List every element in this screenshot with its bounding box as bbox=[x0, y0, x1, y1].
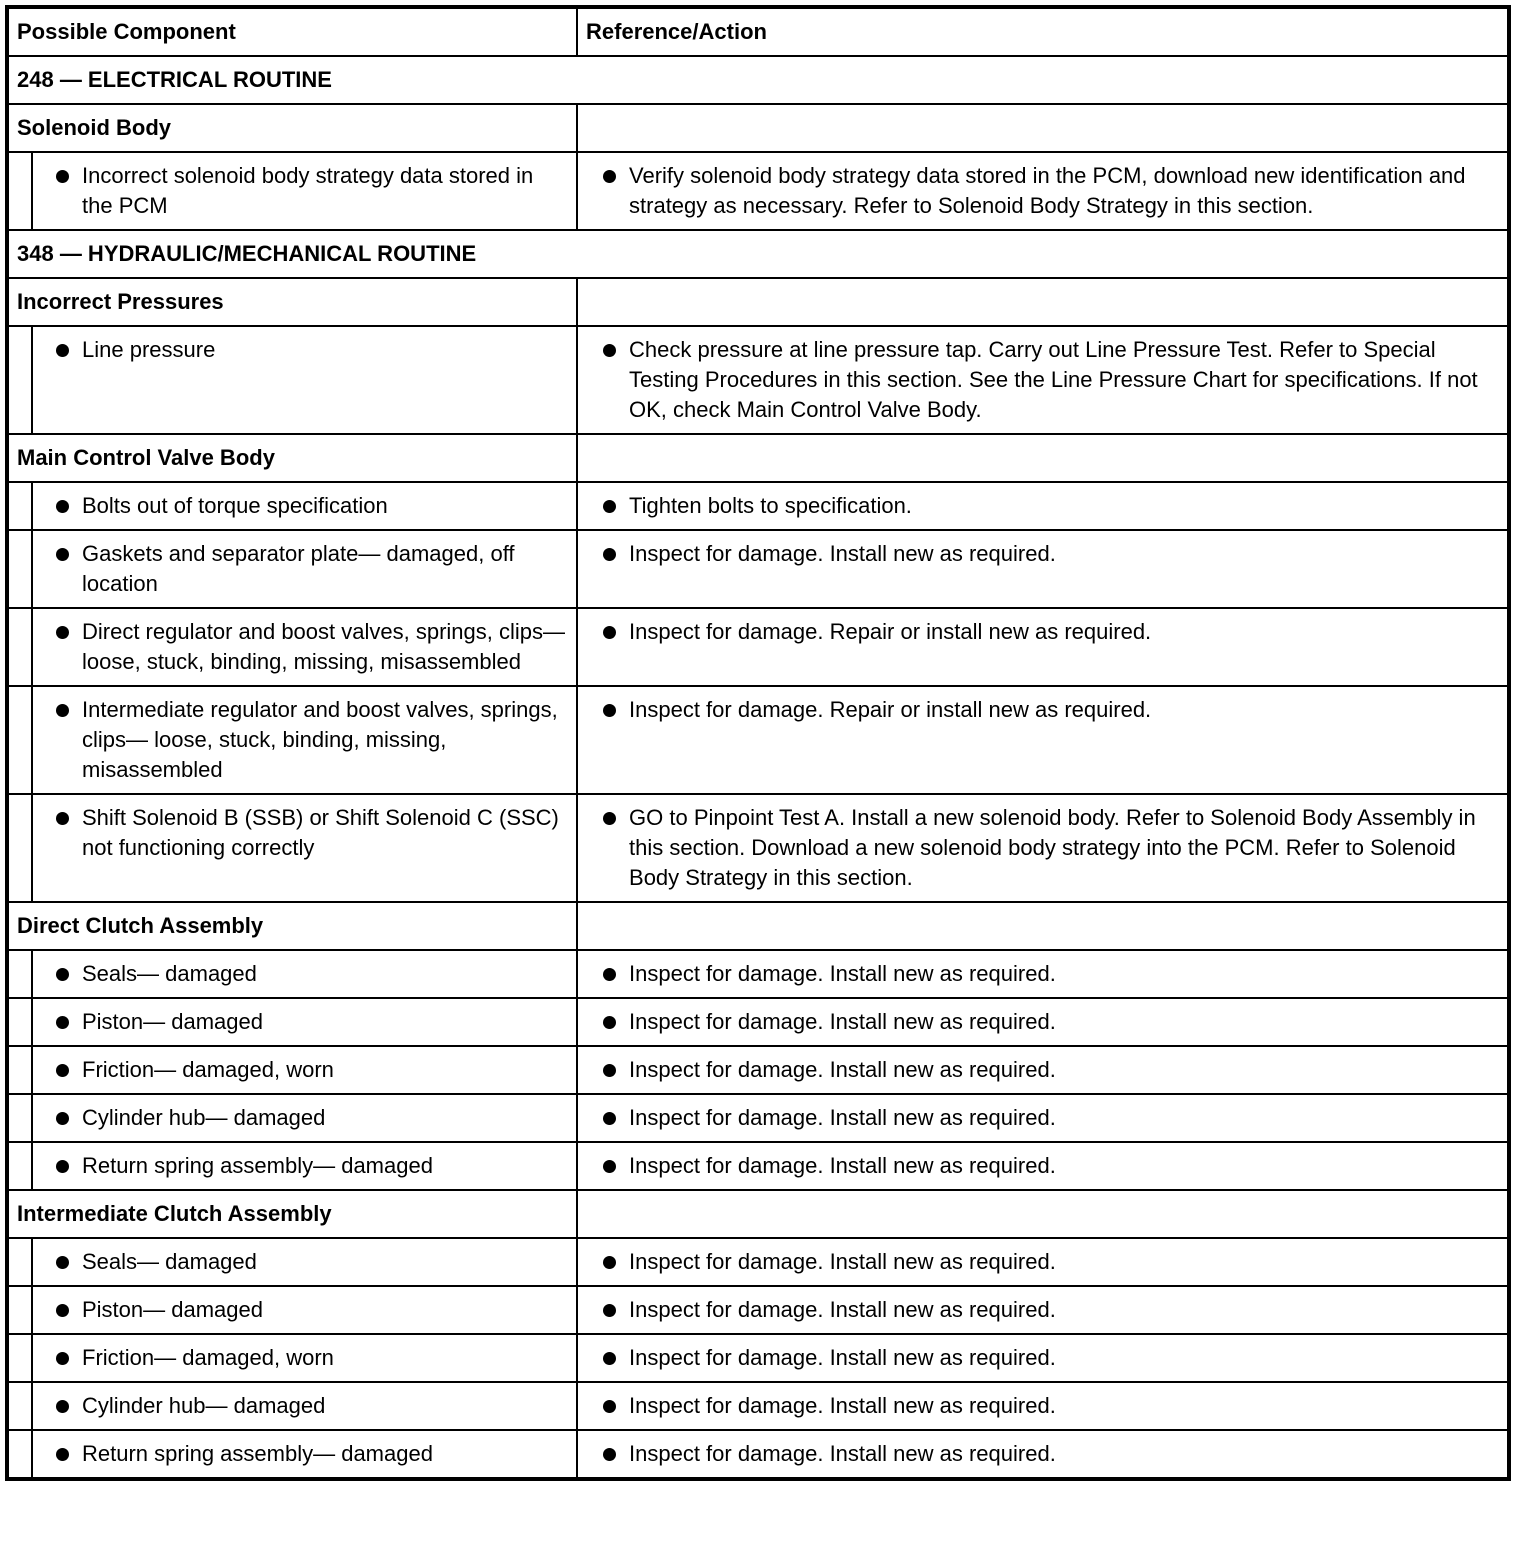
item-row bbox=[7, 1286, 1509, 1334]
bullet-item bbox=[586, 1055, 1499, 1085]
possible-component-text: Cylinder hub— damaged bbox=[82, 1393, 326, 1418]
possible-component-cell bbox=[32, 530, 577, 608]
reference-action-cell bbox=[577, 1430, 1509, 1479]
reference-action-text: GO to Pinpoint Test A. Install a new solenoid body. Refer to Solenoid Body Assembly in this section. Download a new solenoid body strategy into the PCM. Refer to Solenoid Body Strategy in this section. bbox=[629, 805, 1476, 890]
bullet-icon bbox=[603, 704, 616, 717]
possible-component-cell bbox=[32, 1142, 577, 1190]
reference-action-cell bbox=[577, 1334, 1509, 1382]
possible-component-cell bbox=[32, 1430, 577, 1479]
item-row bbox=[7, 1430, 1509, 1479]
bullet-icon bbox=[603, 1400, 616, 1413]
reference-action-text: Inspect for damage. Install new as required. bbox=[629, 961, 1056, 986]
bullet-item bbox=[39, 539, 568, 599]
indent-cell bbox=[7, 530, 32, 608]
reference-action-cell bbox=[577, 326, 1509, 434]
indent-cell bbox=[7, 1046, 32, 1094]
bullet-item bbox=[39, 959, 568, 989]
indent-cell bbox=[7, 1382, 32, 1430]
bullet-item bbox=[586, 803, 1499, 893]
component-group-heading: Solenoid Body bbox=[7, 104, 577, 152]
possible-component-text: Return spring assembly— damaged bbox=[82, 1441, 433, 1466]
bullet-icon bbox=[56, 1256, 69, 1269]
bullet-icon bbox=[56, 1160, 69, 1173]
indent-cell bbox=[7, 950, 32, 998]
reference-action-cell bbox=[577, 998, 1509, 1046]
bullet-icon bbox=[56, 968, 69, 981]
bullet-icon bbox=[603, 968, 616, 981]
indent-cell bbox=[7, 998, 32, 1046]
possible-component-text: Shift Solenoid B (SSB) or Shift Solenoid C (SSC) not functioning correctly bbox=[82, 805, 559, 860]
bullet-icon bbox=[603, 1352, 616, 1365]
header-reference-action: Reference/Action bbox=[577, 7, 1509, 56]
reference-action-cell bbox=[577, 530, 1509, 608]
bullet-icon bbox=[56, 1064, 69, 1077]
bullet-item bbox=[39, 695, 568, 785]
item-row bbox=[7, 1334, 1509, 1382]
bullet-item bbox=[39, 335, 568, 365]
item-row bbox=[7, 608, 1509, 686]
bullet-item bbox=[39, 1295, 568, 1325]
possible-component-cell bbox=[32, 950, 577, 998]
component-group-heading: Main Control Valve Body bbox=[7, 434, 577, 482]
indent-cell bbox=[7, 794, 32, 902]
possible-component-text: Piston— damaged bbox=[82, 1009, 263, 1034]
possible-component-text: Friction— damaged, worn bbox=[82, 1057, 334, 1082]
reference-action-cell bbox=[577, 152, 1509, 230]
group-row bbox=[7, 278, 1509, 326]
bullet-icon bbox=[603, 1064, 616, 1077]
bullet-icon bbox=[56, 704, 69, 717]
possible-component-cell bbox=[32, 326, 577, 434]
component-group-heading: Direct Clutch Assembly bbox=[7, 902, 577, 950]
indent-cell bbox=[7, 1238, 32, 1286]
bullet-icon bbox=[603, 344, 616, 357]
reference-action-text: Inspect for damage. Install new as required. bbox=[629, 1345, 1056, 1370]
possible-component-text: Line pressure bbox=[82, 337, 216, 362]
group-row bbox=[7, 434, 1509, 482]
reference-action-text: Inspect for damage. Install new as required. bbox=[629, 1249, 1056, 1274]
section-heading: 248 — ELECTRICAL ROUTINE bbox=[7, 56, 1509, 104]
reference-action-cell bbox=[577, 794, 1509, 902]
reference-action-cell bbox=[577, 1046, 1509, 1094]
bullet-icon bbox=[56, 1304, 69, 1317]
possible-component-text: Seals— damaged bbox=[82, 961, 257, 986]
bullet-icon bbox=[603, 500, 616, 513]
reference-action-cell bbox=[577, 1286, 1509, 1334]
bullet-item bbox=[39, 1391, 568, 1421]
bullet-icon bbox=[56, 548, 69, 561]
bullet-icon bbox=[56, 1016, 69, 1029]
bullet-item bbox=[586, 959, 1499, 989]
bullet-icon bbox=[56, 812, 69, 825]
bullet-icon bbox=[603, 170, 616, 183]
bullet-item bbox=[586, 695, 1499, 725]
item-row bbox=[7, 1238, 1509, 1286]
bullet-item bbox=[586, 1439, 1499, 1469]
bullet-item bbox=[586, 1103, 1499, 1133]
reference-action-cell bbox=[577, 608, 1509, 686]
reference-action-text: Inspect for damage. Install new as required. bbox=[629, 1153, 1056, 1178]
bullet-item bbox=[39, 1247, 568, 1277]
bullet-item bbox=[586, 1007, 1499, 1037]
bullet-item bbox=[586, 539, 1499, 569]
item-row bbox=[7, 1094, 1509, 1142]
bullet-item bbox=[39, 1151, 568, 1181]
reference-action-cell bbox=[577, 1142, 1509, 1190]
section-row bbox=[7, 230, 1509, 278]
empty-cell bbox=[577, 278, 1509, 326]
group-row bbox=[7, 1190, 1509, 1238]
possible-component-text: Seals— damaged bbox=[82, 1249, 257, 1274]
possible-component-cell bbox=[32, 1382, 577, 1430]
possible-component-cell bbox=[32, 686, 577, 794]
bullet-item bbox=[39, 617, 568, 677]
possible-component-text: Cylinder hub— damaged bbox=[82, 1105, 326, 1130]
bullet-item bbox=[39, 1343, 568, 1373]
bullet-item bbox=[586, 617, 1499, 647]
header-row bbox=[7, 7, 1509, 56]
reference-action-text: Verify solenoid body strategy data stored in the PCM, download new identification and strategy as necessary. Refer to Solenoid Body Strategy in this section. bbox=[629, 163, 1466, 218]
reference-action-text: Inspect for damage. Install new as required. bbox=[629, 1393, 1056, 1418]
empty-cell bbox=[577, 104, 1509, 152]
bullet-item bbox=[39, 161, 568, 221]
bullet-icon bbox=[56, 626, 69, 639]
possible-component-cell bbox=[32, 1334, 577, 1382]
bullet-item bbox=[586, 1151, 1499, 1181]
possible-component-text: Direct regulator and boost valves, springs, clips— loose, stuck, binding, missing, misassembled bbox=[82, 619, 565, 674]
item-row bbox=[7, 1382, 1509, 1430]
bullet-icon bbox=[56, 500, 69, 513]
reference-action-text: Tighten bolts to specification. bbox=[629, 493, 912, 518]
item-row bbox=[7, 530, 1509, 608]
item-row bbox=[7, 794, 1509, 902]
bullet-item bbox=[586, 1343, 1499, 1373]
bullet-item bbox=[586, 491, 1499, 521]
section-row bbox=[7, 56, 1509, 104]
bullet-item bbox=[586, 161, 1499, 221]
possible-component-cell bbox=[32, 998, 577, 1046]
reference-action-cell bbox=[577, 1238, 1509, 1286]
item-row bbox=[7, 152, 1509, 230]
possible-component-cell bbox=[32, 794, 577, 902]
indent-cell bbox=[7, 608, 32, 686]
bullet-icon bbox=[603, 1304, 616, 1317]
item-row bbox=[7, 482, 1509, 530]
reference-action-text: Inspect for damage. Install new as required. bbox=[629, 1057, 1056, 1082]
component-group-heading: Incorrect Pressures bbox=[7, 278, 577, 326]
bullet-icon bbox=[603, 1160, 616, 1173]
bullet-icon bbox=[56, 170, 69, 183]
reference-action-text: Inspect for damage. Install new as required. bbox=[629, 1009, 1056, 1034]
bullet-icon bbox=[56, 1112, 69, 1125]
reference-action-text: Inspect for damage. Repair or install new as required. bbox=[629, 619, 1152, 644]
bullet-item bbox=[586, 1247, 1499, 1277]
possible-component-text: Return spring assembly— damaged bbox=[82, 1153, 433, 1178]
possible-component-cell bbox=[32, 1046, 577, 1094]
reference-action-cell bbox=[577, 950, 1509, 998]
indent-cell bbox=[7, 1334, 32, 1382]
bullet-icon bbox=[56, 1352, 69, 1365]
possible-component-text: Gaskets and separator plate— damaged, off location bbox=[82, 541, 515, 596]
header-possible-component: Possible Component bbox=[7, 7, 577, 56]
bullet-item bbox=[586, 1391, 1499, 1421]
indent-cell bbox=[7, 152, 32, 230]
empty-cell bbox=[577, 1190, 1509, 1238]
bullet-icon bbox=[56, 1400, 69, 1413]
group-row bbox=[7, 902, 1509, 950]
bullet-item bbox=[39, 1103, 568, 1133]
reference-action-cell bbox=[577, 1382, 1509, 1430]
bullet-item bbox=[39, 491, 568, 521]
indent-cell bbox=[7, 686, 32, 794]
bullet-icon bbox=[603, 1448, 616, 1461]
possible-component-cell bbox=[32, 482, 577, 530]
possible-component-cell bbox=[32, 1238, 577, 1286]
possible-component-cell bbox=[32, 1286, 577, 1334]
bullet-icon bbox=[603, 812, 616, 825]
bullet-icon bbox=[56, 1448, 69, 1461]
reference-action-text: Inspect for damage. Repair or install new as required. bbox=[629, 697, 1152, 722]
reference-action-text: Inspect for damage. Install new as required. bbox=[629, 1297, 1056, 1322]
bullet-icon bbox=[603, 626, 616, 639]
possible-component-text: Piston— damaged bbox=[82, 1297, 263, 1322]
possible-component-cell bbox=[32, 1094, 577, 1142]
bullet-icon bbox=[603, 1016, 616, 1029]
reference-action-cell bbox=[577, 1094, 1509, 1142]
possible-component-text: Friction— damaged, worn bbox=[82, 1345, 334, 1370]
item-row bbox=[7, 1142, 1509, 1190]
possible-component-cell bbox=[32, 608, 577, 686]
indent-cell bbox=[7, 326, 32, 434]
item-row bbox=[7, 326, 1509, 434]
item-row bbox=[7, 950, 1509, 998]
indent-cell bbox=[7, 1142, 32, 1190]
bullet-item bbox=[39, 1007, 568, 1037]
group-row bbox=[7, 104, 1509, 152]
bullet-icon bbox=[603, 1256, 616, 1269]
bullet-icon bbox=[56, 344, 69, 357]
indent-cell bbox=[7, 482, 32, 530]
bullet-item bbox=[586, 335, 1499, 425]
reference-action-cell bbox=[577, 482, 1509, 530]
bullet-item bbox=[39, 1055, 568, 1085]
empty-cell bbox=[577, 434, 1509, 482]
bullet-item bbox=[39, 803, 568, 863]
reference-action-text: Inspect for damage. Install new as required. bbox=[629, 1441, 1056, 1466]
possible-component-text: Incorrect solenoid body strategy data stored in the PCM bbox=[82, 163, 534, 218]
reference-action-text: Inspect for damage. Install new as required. bbox=[629, 541, 1056, 566]
reference-action-cell bbox=[577, 686, 1509, 794]
indent-cell bbox=[7, 1286, 32, 1334]
bullet-icon bbox=[603, 548, 616, 561]
bullet-item bbox=[39, 1439, 568, 1469]
possible-component-cell bbox=[32, 152, 577, 230]
reference-action-text: Check pressure at line pressure tap. Carry out Line Pressure Test. Refer to Special Testing Procedures in this section. See the Line Pressure Chart for specifications. If not OK, check Main Control Valve Body. bbox=[629, 337, 1478, 422]
reference-action-text: Inspect for damage. Install new as required. bbox=[629, 1105, 1056, 1130]
item-row bbox=[7, 1046, 1509, 1094]
empty-cell bbox=[577, 902, 1509, 950]
indent-cell bbox=[7, 1094, 32, 1142]
table-body bbox=[7, 56, 1509, 1479]
possible-component-text: Bolts out of torque specification bbox=[82, 493, 388, 518]
item-row bbox=[7, 998, 1509, 1046]
item-row bbox=[7, 686, 1509, 794]
section-heading: 348 — HYDRAULIC/MECHANICAL ROUTINE bbox=[7, 230, 1509, 278]
bullet-icon bbox=[603, 1112, 616, 1125]
component-group-heading: Intermediate Clutch Assembly bbox=[7, 1190, 577, 1238]
diagnosis-table bbox=[5, 5, 1511, 1481]
possible-component-text: Intermediate regulator and boost valves, springs, clips— loose, stuck, binding, missing, misassembled bbox=[82, 697, 558, 782]
bullet-item bbox=[586, 1295, 1499, 1325]
indent-cell bbox=[7, 1430, 32, 1479]
